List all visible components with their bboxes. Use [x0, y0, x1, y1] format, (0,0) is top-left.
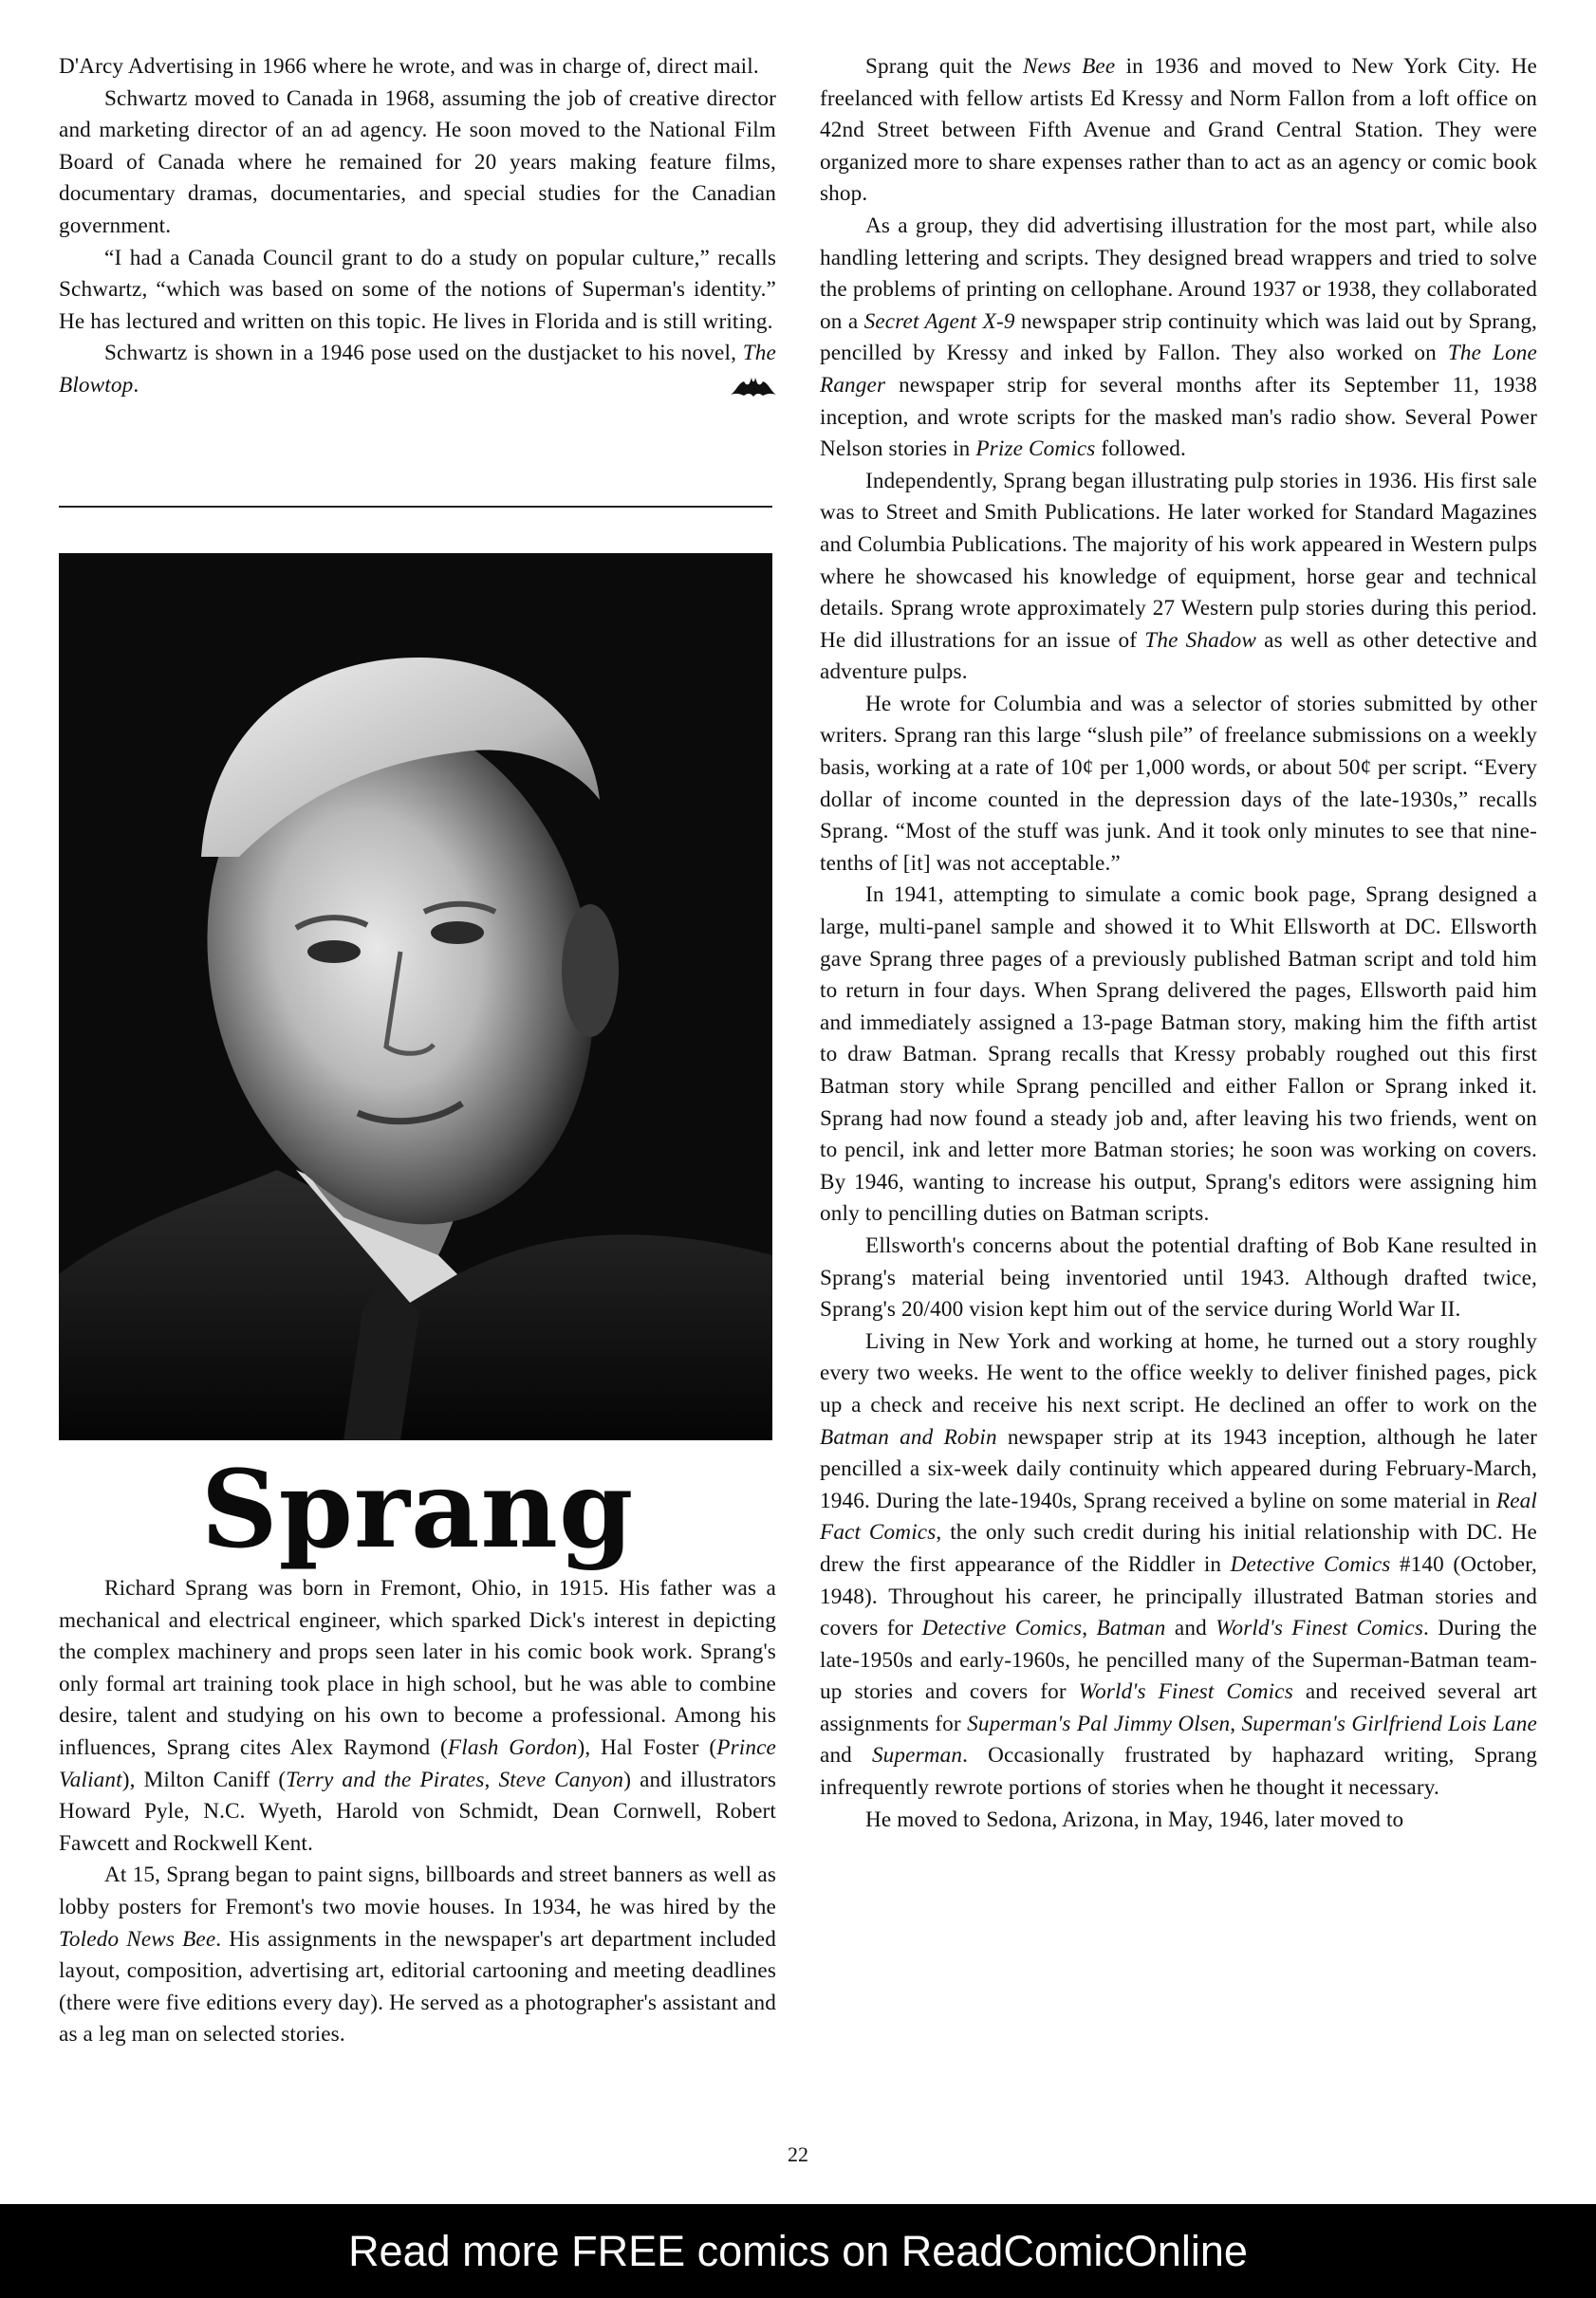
left-column-upper	[59, 51, 776, 402]
page-number: 22	[788, 2142, 808, 2166]
section-divider	[59, 506, 772, 508]
paragraph: He moved to Sedona, Arizona, in May, 1946, later moved to	[865, 1807, 1404, 1832]
paragraph: Richard Sprang was born in Fremont, Ohio, in 1915. His father was a mechanical and electrical engineer, which sparked Dick's interest in depicting the complex machinery and props seen later in his comic book work. Sprang's only formal art training took place in high school, but he was able to combine desire, talent and studying on his own to become a professional. Among his influences, Sprang cites Alex Raymond (Flash Gordon), Hal Foster (Prince Valiant), Milton Caniff (Terry and the Pirates, Steve Canyon) and illustrators Howard Pyle, N.C. Wyeth, Harold von Schmidt, Dean Cornwell, Robert Fawcett and Rockwell Kent.	[59, 1576, 777, 1856]
paragraph: Ellsworth's concerns about the potential drafting of Bob Kane resulted in Sprang's material being inventoried until 1943. Although drafted twice, Sprang's 20/400 vision kept him out of the service during World War II.	[820, 1232, 1537, 1323]
paragraph: In 1941, attempting to simulate a comic book page, Sprang designed a large, multi-panel sample and showed it to Whit Ellsworth at DC. Ellsworth gave Sprang three pages of a previously published Batman script and told him to return in four days. When Sprang delivered the pages, Ellsworth paid him and immediately assigned a 13-page Batman story, making him the fifth artist to draw Batman. Sprang recalls that Kressy probably roughed out this first Batman story while Sprang pencilled and either Fallon or Sprang inked it. Sprang had now found a steady job and, after leaving his two friends, went on to pencil, ink and letter more Batman stories; he soon was working on covers. By 1946, wanting to increase his output, Sprang's editors were assigning him only to pencilling duties on Batman scripts.	[820, 882, 1537, 1227]
right-column	[820, 51, 1537, 1836]
paragraph: At 15, Sprang began to paint signs, billboards and street banners as well as lobby posters for Fremont's two movie houses. In 1934, he was hired by the Toledo News Bee. His assignments in the newspaper's art department included layout, composition, advertising art, editorial cartooning and meeting deadlines (there were five editions every day). He served as a photographer's assistant and as a leg man on selected stories.	[59, 1862, 776, 2048]
paragraph: Living in New York and working at home, he turned out a story roughly every two weeks. He went to the office weekly to deliver finished pages, pick up a check and receive his next script. He declined an offer to work on the Batman and Robin newspaper strip at its 1943 inception, although he later pencilled a six-week daily continuity which appeared during February-March, 1946. During the late-1940s, Sprang received a byline on some material in Real Fact Comics, the only such credit during his initial relationship with DC. He drew the first appearance of the Riddler in Detective Comics #140 (October, 1948). Throughout his career, he principally illustrated Batman stories and covers for Detective Comics, Batman and World's Finest Comics. During the late-1950s and early-1960s, he pencilled many of the Superman-Batman team-up stories and covers for World's Finest Comics and received several art assignments for Superman's Pal Jimmy Olsen, Superman's Girlfriend Lois Lane and Superman. Occasionally frustrated by haphazard writing, Sprang infrequently rewrote portions of stories when he thought it necessary.	[820, 1328, 1537, 1801]
left-column-lower	[59, 1573, 776, 2051]
paragraph: As a group, they did advertising illustration for the most part, while also handling lettering and scripts. They designed bread wrappers and tried to solve the problems of printing on cellophane. Around 1937 or 1938, they collaborated on a Secret Agent X-9 newspaper strip continuity which was laid out by Sprang, pencilled by Kressy and inked by Fallon. They also worked on The Lone Ranger newspaper strip for several months after its September 11, 1938 inception, and wrote scripts for the masked man's radio show. Several Power Nelson stories in Prize Comics followed.	[820, 213, 1538, 462]
paragraph: Schwartz is shown in a 1946 pose used on the dustjacket to his novel, The Blowtop.	[59, 341, 776, 398]
paragraph: D'Arcy Advertising in 1966 where he wrote, and was in charge of, direct mail.	[59, 54, 759, 79]
paragraph: Sprang quit the News Bee in 1936 and moved to New York City. He freelanced with fellow artists Ed Kressy and Norm Fallon from a loft office on 42nd Street between Fifth Avenue and Grand Central Station. They were organized more to share expenses rather than to act as an agency or comic book shop.	[820, 54, 1537, 207]
portrait-illustration	[59, 553, 772, 1440]
portrait-photo	[59, 553, 772, 1440]
paragraph: Independently, Sprang began illustrating pulp stories in 1936. His first sale was to Street and Smith Publications. He later worked for Standard Magazines and Columbia Publications. The majority of his work appeared in Western pulps where he showcased his knowledge of equipment, horse gear and technical details. Sprang wrote approximately 27 Western pulp stories during this period. He did illustrations for an issue of The Shadow as well as other detective and adventure pulps.	[820, 468, 1537, 685]
bat-end-mark-icon	[731, 376, 776, 397]
paragraph: “I had a Canada Council grant to do a study on popular culture,” recalls Schwartz, “which was based on some of the notions of Superman's identity.” He has lectured and written on this topic. He lives in Florida and is still writing.	[59, 245, 776, 334]
article-title: Sprang	[200, 1448, 635, 1572]
paragraph: Schwartz moved to Canada in 1968, assuming the job of creative director and marketing director of an ad agency. He soon moved to the National Film Board of Canada where he remained for 20 years making feature films, documentary dramas, documentaries, and special studies for the Canadian government.	[59, 85, 776, 238]
paragraph: He wrote for Columbia and was a selector of stories submitted by other writers. Sprang ran this large “slush pile” of freelance submissions on a weekly basis, working at a rate of 10¢ per 1,000 words, or about 50¢ per script. “Every dollar of income counted in the depression days of the late-1930s,” recalls Sprang. “Most of the stuff was junk. And it took only minutes to see that nine-tenths of [it] was not acceptable.”	[820, 691, 1537, 876]
read-more-banner-link[interactable]: Read more FREE comics on ReadComicOnline	[0, 2204, 1596, 2298]
